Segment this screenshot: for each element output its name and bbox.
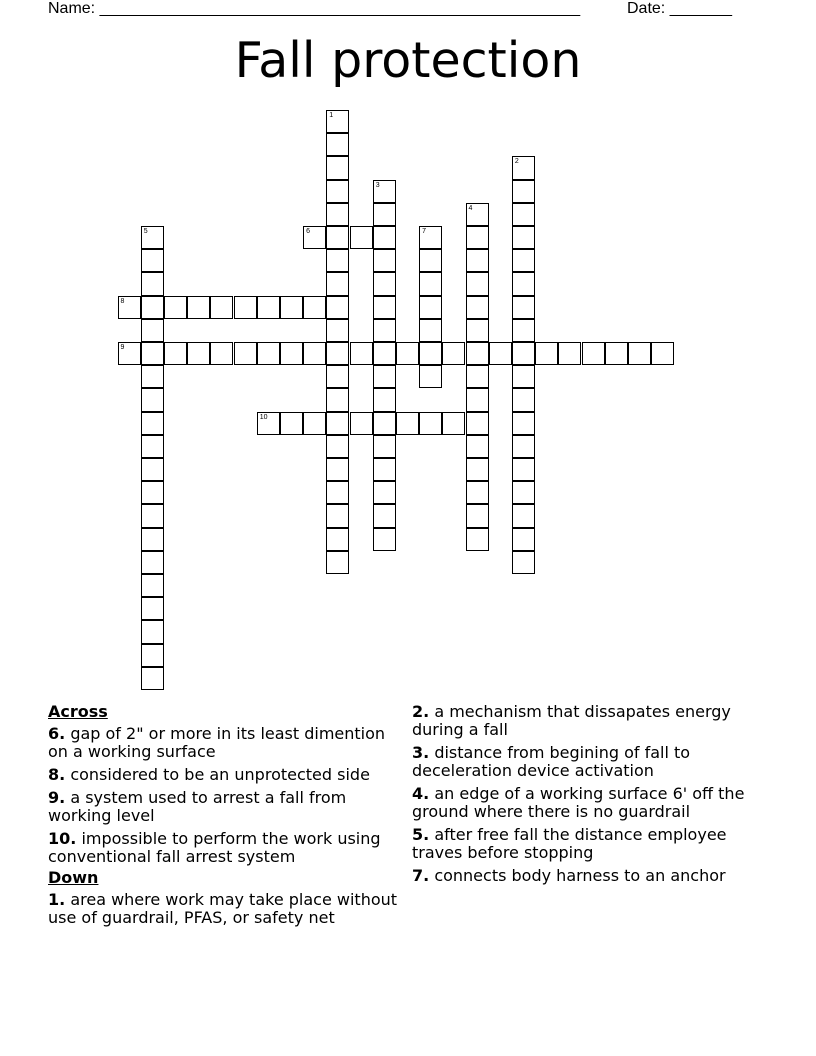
crossword-cell[interactable]	[466, 388, 489, 411]
crossword-cell[interactable]	[257, 412, 280, 435]
crossword-cell[interactable]	[558, 342, 581, 365]
crossword-cell[interactable]	[326, 156, 349, 179]
crossword-cell[interactable]	[373, 435, 396, 458]
crossword-cell[interactable]	[141, 342, 164, 365]
clue-down-7	[412, 867, 767, 885]
crossword-cell[interactable]	[466, 296, 489, 319]
crossword-cell[interactable]	[141, 272, 164, 295]
crossword-cell[interactable]	[373, 412, 396, 435]
crossword-cell[interactable]	[303, 412, 326, 435]
clue-text: a mechanism that dissapates energy during a fall	[412, 702, 731, 739]
down-heading: Down	[48, 868, 99, 887]
crossword-cell[interactable]	[512, 249, 535, 272]
crossword-cell[interactable]	[512, 388, 535, 411]
crossword-cell[interactable]	[419, 226, 442, 249]
crossword-cell[interactable]	[141, 644, 164, 667]
crossword-cell[interactable]	[373, 296, 396, 319]
crossword-cell[interactable]	[280, 342, 303, 365]
crossword-cell[interactable]	[303, 342, 326, 365]
crossword-cell[interactable]	[373, 458, 396, 481]
crossword-cell[interactable]	[466, 435, 489, 458]
crossword-cell[interactable]	[419, 412, 442, 435]
clue-number: 9.	[48, 788, 66, 807]
crossword-cell[interactable]	[466, 481, 489, 504]
crossword-cell[interactable]	[164, 296, 187, 319]
crossword-cell[interactable]	[512, 528, 535, 551]
clue-text: after free fall the distance employee traves before stopping	[412, 825, 727, 862]
crossword-cell[interactable]	[350, 226, 373, 249]
crossword-cell[interactable]	[326, 180, 349, 203]
crossword-cell[interactable]	[512, 412, 535, 435]
crossword-cell[interactable]	[373, 528, 396, 551]
crossword-cell[interactable]	[141, 481, 164, 504]
crossword-cell[interactable]	[466, 458, 489, 481]
clue-text: an edge of a working surface 6' off the ground where there is no guardrail	[412, 784, 745, 821]
crossword-cell[interactable]	[466, 412, 489, 435]
crossword-cell[interactable]	[512, 156, 535, 179]
crossword-cell[interactable]	[326, 504, 349, 527]
crossword-cell[interactable]	[141, 226, 164, 249]
crossword-cell[interactable]	[326, 458, 349, 481]
crossword-cell[interactable]	[373, 203, 396, 226]
clue-text: distance from begining of fall to deceleration device activation	[412, 743, 691, 780]
crossword-cell[interactable]	[466, 319, 489, 342]
cell-number: 3	[375, 181, 380, 189]
crossword-cell[interactable]	[326, 226, 349, 249]
crossword-cell[interactable]	[210, 342, 233, 365]
crossword-cell[interactable]	[373, 226, 396, 249]
cell-number: 7	[422, 228, 426, 235]
crossword-cell[interactable]	[419, 296, 442, 319]
crossword-cell[interactable]	[326, 551, 349, 574]
crossword-cell[interactable]	[512, 180, 535, 203]
crossword-cell[interactable]	[141, 528, 164, 551]
clue-number: 3.	[412, 743, 430, 762]
crossword-cell[interactable]	[396, 342, 419, 365]
clue-text: connects body harness to an anchor	[434, 866, 726, 885]
crossword-cell[interactable]	[512, 203, 535, 226]
clue-number: 1.	[48, 890, 66, 909]
crossword-cell[interactable]	[582, 342, 605, 365]
crossword-cell[interactable]	[373, 388, 396, 411]
crossword-cell[interactable]	[303, 296, 326, 319]
crossword-cell[interactable]	[466, 342, 489, 365]
crossword-cell[interactable]	[141, 458, 164, 481]
crossword-cell[interactable]	[373, 342, 396, 365]
cell-number: 8	[120, 297, 125, 305]
clue-down-2	[412, 703, 767, 739]
crossword-cell[interactable]	[512, 365, 535, 388]
crossword-cell[interactable]	[419, 365, 442, 388]
crossword-cell[interactable]	[326, 342, 349, 365]
crossword-cell[interactable]	[466, 249, 489, 272]
crossword-cell[interactable]	[350, 342, 373, 365]
crossword-cell[interactable]	[466, 203, 489, 226]
crossword-cell[interactable]	[187, 342, 210, 365]
crossword-cell[interactable]	[326, 365, 349, 388]
crossword-cell[interactable]	[373, 180, 396, 203]
name-field-line: Name: ______________________________________________________	[48, 0, 581, 17]
crossword-cell[interactable]	[326, 528, 349, 551]
clues-column-right	[412, 703, 767, 890]
crossword-cell[interactable]	[373, 504, 396, 527]
crossword-cell[interactable]	[326, 412, 349, 435]
crossword-cell[interactable]	[605, 342, 628, 365]
crossword-cell[interactable]	[512, 458, 535, 481]
clue-number: 2.	[412, 702, 430, 721]
clue-down-1	[48, 891, 403, 927]
crossword-cell[interactable]	[326, 203, 349, 226]
crossword-cell[interactable]	[535, 342, 558, 365]
crossword-cell[interactable]	[419, 272, 442, 295]
crossword-cell[interactable]	[512, 272, 535, 295]
clue-down-5	[412, 826, 767, 862]
crossword-cell[interactable]	[141, 504, 164, 527]
clue-across-9	[48, 789, 403, 825]
crossword-cell[interactable]	[326, 296, 349, 319]
crossword-cell[interactable]	[466, 272, 489, 295]
crossword-cell[interactable]	[164, 342, 187, 365]
clue-number: 8.	[48, 765, 66, 784]
cell-number: 1	[329, 112, 334, 119]
crossword-cell[interactable]	[234, 342, 257, 365]
crossword-cell[interactable]	[141, 319, 164, 342]
crossword-cell[interactable]	[141, 388, 164, 411]
crossword-cell[interactable]	[257, 296, 280, 319]
crossword-cell[interactable]	[118, 342, 141, 365]
across-heading: Across	[48, 702, 108, 721]
crossword-cell[interactable]	[326, 481, 349, 504]
clue-text: impossible to perform the work using conventional fall arrest system	[48, 829, 381, 866]
crossword-cell[interactable]	[326, 110, 349, 133]
cell-number: 4	[468, 204, 473, 212]
crossword-cell[interactable]	[628, 342, 651, 365]
clue-text: a system used to arrest a fall from working level	[48, 788, 347, 825]
page-title: Fall protection	[234, 32, 582, 89]
crossword-cell[interactable]	[210, 296, 233, 319]
crossword-cell[interactable]	[442, 342, 465, 365]
crossword-cell[interactable]	[512, 435, 535, 458]
clue-across-8	[48, 766, 403, 784]
clue-number: 5.	[412, 825, 430, 844]
crossword-cell[interactable]	[141, 412, 164, 435]
crossword-cell[interactable]	[373, 319, 396, 342]
crossword-cell[interactable]	[466, 226, 489, 249]
crossword-cell[interactable]	[651, 342, 674, 365]
crossword-cell[interactable]	[373, 249, 396, 272]
clue-number: 7.	[412, 866, 430, 885]
crossword-cell[interactable]	[419, 319, 442, 342]
crossword-cell[interactable]	[257, 342, 280, 365]
crossword-cell[interactable]	[373, 481, 396, 504]
crossword-cell[interactable]	[141, 597, 164, 620]
clue-number: 6.	[48, 724, 66, 743]
crossword-cell[interactable]	[280, 412, 303, 435]
crossword-cell[interactable]	[326, 133, 349, 156]
crossword-cell[interactable]	[466, 504, 489, 527]
crossword-cell[interactable]	[512, 226, 535, 249]
crossword-cell[interactable]	[187, 296, 210, 319]
crossword-cell[interactable]	[141, 667, 164, 690]
crossword-cell[interactable]	[466, 365, 489, 388]
crossword-cell[interactable]	[141, 249, 164, 272]
crossword-cell[interactable]	[419, 342, 442, 365]
clue-text: considered to be an unprotected side	[70, 765, 370, 784]
crossword-cell[interactable]	[141, 435, 164, 458]
crossword-cell[interactable]	[234, 296, 257, 319]
cell-number: 9	[120, 344, 125, 351]
crossword-cell[interactable]	[141, 574, 164, 597]
clue-text: area where work may take place without use of guardrail, PFAS, or safety net	[48, 890, 398, 927]
clue-text: gap of 2" or more in its least dimention on a working surface	[48, 724, 386, 761]
clue-down-3	[412, 744, 767, 780]
clue-across-10	[48, 830, 403, 866]
clue-down-4	[412, 785, 767, 821]
crossword-cell[interactable]	[512, 342, 535, 365]
crossword-cell[interactable]	[442, 412, 465, 435]
cell-number: 6	[306, 228, 310, 235]
crossword-cell[interactable]	[373, 365, 396, 388]
crossword-cell[interactable]	[326, 319, 349, 342]
crossword-cell[interactable]	[419, 249, 442, 272]
crossword-cell[interactable]	[118, 296, 141, 319]
crossword-cell[interactable]	[373, 272, 396, 295]
clue-number: 10.	[48, 829, 77, 848]
clue-across-6	[48, 725, 403, 761]
crossword-cell[interactable]	[326, 272, 349, 295]
cell-number: 2	[514, 158, 519, 166]
crossword-cell[interactable]	[512, 504, 535, 527]
clue-number: 4.	[412, 784, 430, 803]
crossword-cell[interactable]	[512, 551, 535, 574]
cell-number: 10	[259, 413, 268, 421]
crossword-cell[interactable]	[396, 412, 419, 435]
crossword-cell[interactable]	[141, 551, 164, 574]
crossword-cell[interactable]	[512, 296, 535, 319]
crossword-cell[interactable]	[326, 249, 349, 272]
cell-number: 5	[143, 228, 148, 235]
clues-column-left	[48, 703, 403, 932]
crossword-cell[interactable]	[303, 226, 326, 249]
crossword-cell[interactable]	[141, 296, 164, 319]
crossword-cell[interactable]	[326, 388, 349, 411]
crossword-cell[interactable]	[512, 319, 535, 342]
crossword-cell[interactable]	[141, 365, 164, 388]
crossword-cell[interactable]	[466, 528, 489, 551]
crossword-cell[interactable]	[280, 296, 303, 319]
crossword-cell[interactable]	[512, 481, 535, 504]
crossword-cell[interactable]	[350, 412, 373, 435]
date-field-line: Date: _______	[627, 0, 732, 17]
crossword-cell[interactable]	[326, 435, 349, 458]
crossword-cell[interactable]	[489, 342, 512, 365]
crossword-cell[interactable]	[141, 620, 164, 643]
